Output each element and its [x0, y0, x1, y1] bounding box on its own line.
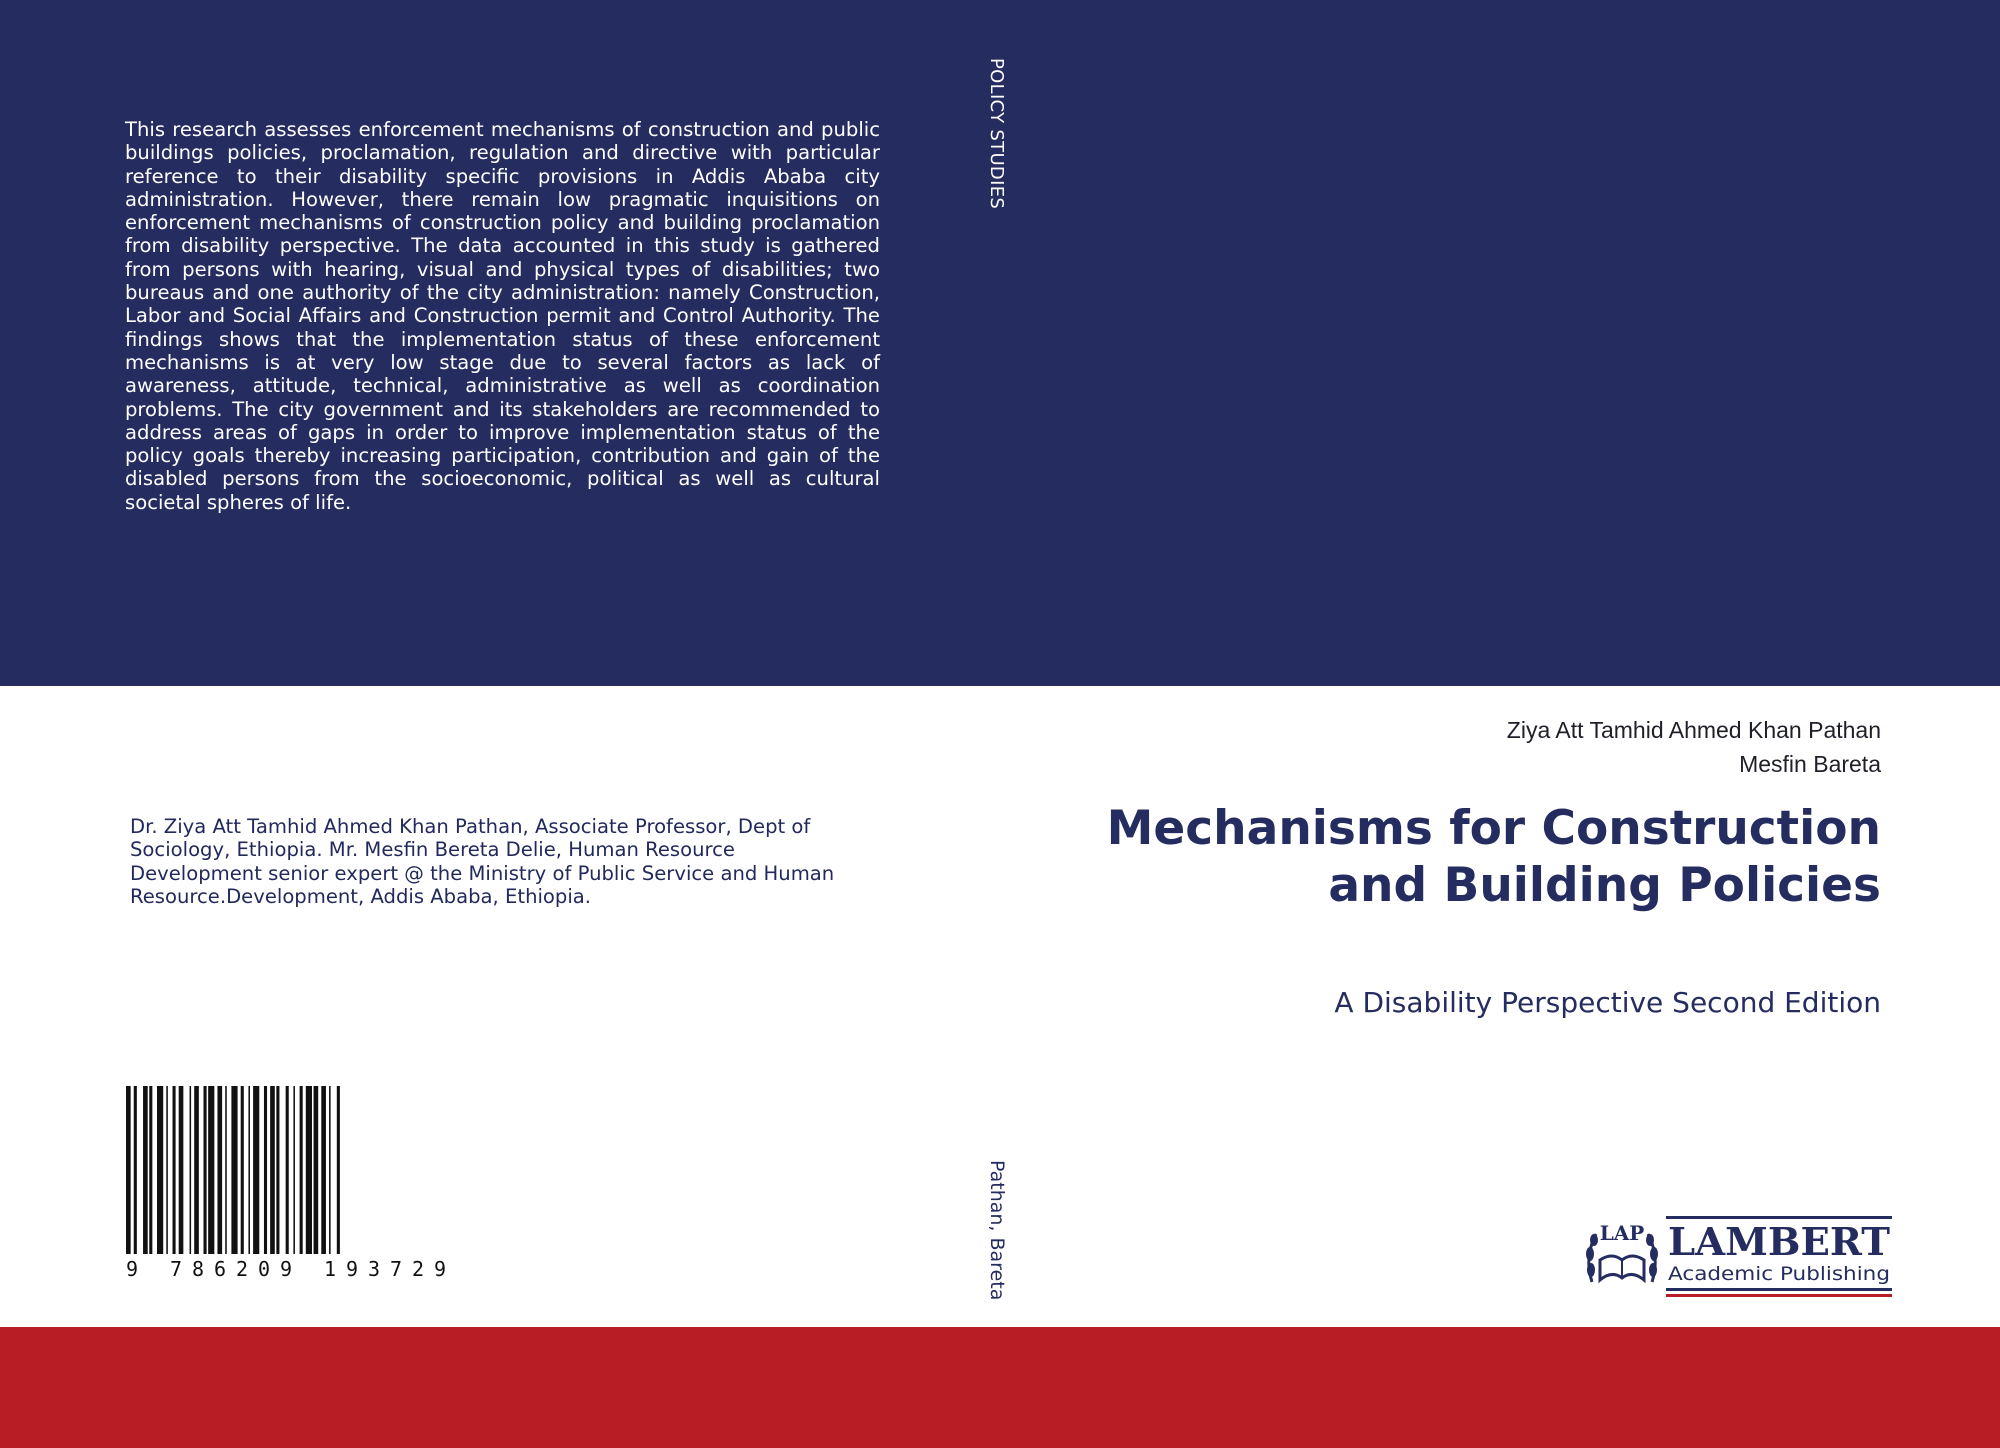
- back-cover-blurb: This research assesses enforcement mechanisms of construction and public buildings policies, proclamation, regulation and directive with particular reference to their disability specific provisions in Addis Ababa city administration. However, there remain low pragmatic inquisitions on enforcement mechanisms of construction policy and building proclamation from disability perspective. The data accounted in this study is gathered from persons with hearing, visual and physical types of disabilities; two bureaus and one authority of the city administration: namely Construction, Labor and Social Affairs and Construction permit and Control Authority. The findings shows that the implementation status of these enforcement mechanisms is at very low stage due to several factors as lack of awareness, attitude, technical, administrative as well as coordination problems. The city government and its stakeholders are recommended to address areas of gaps in order to improve implementation status of the policy goals thereby increasing participation, contribution and gain of the disabled persons from the socioeconomic, political as well as cultural societal spheres of life.: [125, 118, 880, 514]
- barcode-bar: [194, 1086, 199, 1262]
- publisher-badge: LAP: [1599, 1221, 1645, 1245]
- barcode-bar: [134, 1086, 137, 1262]
- barcode-bar: [337, 1086, 340, 1262]
- spine-authors: Pathan, Bareta: [986, 1160, 1008, 1301]
- barcode-bar: [321, 1086, 326, 1262]
- barcode-bar: [306, 1086, 312, 1262]
- isbn-digits: 9 786209 193729: [126, 1257, 446, 1281]
- barcode-bar: [173, 1086, 176, 1262]
- barcode-bar: [314, 1086, 319, 1262]
- barcode-bar: [264, 1086, 267, 1262]
- publisher-tagline: Academic Publishing: [1668, 1263, 1890, 1285]
- barcode-bar: [126, 1086, 131, 1262]
- barcode-bar: [241, 1086, 244, 1262]
- barcode-bar: [225, 1086, 227, 1262]
- barcode-bar: [217, 1086, 222, 1262]
- open-book-icon: [1600, 1256, 1644, 1280]
- spine-series-label: POLICY STUDIES: [986, 58, 1007, 210]
- barcode-bar: [286, 1086, 289, 1262]
- barcode-bar: [204, 1086, 207, 1262]
- book-subtitle: A Disability Perspective Second Edition: [1334, 986, 1881, 1019]
- author-1: Ziya Att Tamhid Ahmed Khan Pathan: [1506, 717, 1881, 743]
- book-title: Mechanisms for Construction and Building Policies: [1106, 801, 1881, 913]
- barcode-bar: [179, 1086, 184, 1262]
- barcode-bar: [231, 1086, 237, 1262]
- barcode-icon: [126, 1086, 454, 1282]
- barcode-bar: [276, 1086, 279, 1262]
- barcode-bar: [253, 1086, 259, 1262]
- barcode-bar: [157, 1086, 163, 1262]
- barcode-bar: [248, 1086, 250, 1262]
- barcode-bar: [208, 1086, 214, 1262]
- publisher-logo: [1582, 1212, 1892, 1302]
- author-bio: Dr. Ziya Att Tamhid Ahmed Khan Pathan, Associate Professor, Dept of Sociology, Ethiopia. Mr. Mesfin Bereta Delie, Human Resource Development senior expert @ the Ministry of Public Service and Human Resource.Development, Addis Ababa, Ethiopia.: [130, 815, 835, 908]
- barcode-bar: [300, 1086, 303, 1262]
- barcode-bar: [166, 1086, 168, 1262]
- red-bottom-band: [0, 1327, 2000, 1448]
- barcode-bar: [143, 1086, 148, 1262]
- barcode-bar: [270, 1086, 275, 1262]
- front-authors: [1507, 713, 1881, 781]
- barcode-bar: [149, 1086, 152, 1262]
- publisher-name: LAMBERT: [1668, 1219, 1890, 1264]
- author-2: Mesfin Bareta: [1739, 751, 1881, 777]
- barcode-bar: [293, 1086, 295, 1262]
- barcode-bar: [329, 1086, 331, 1262]
- barcode-bar: [190, 1086, 192, 1262]
- barcode-bars: [126, 1086, 340, 1262]
